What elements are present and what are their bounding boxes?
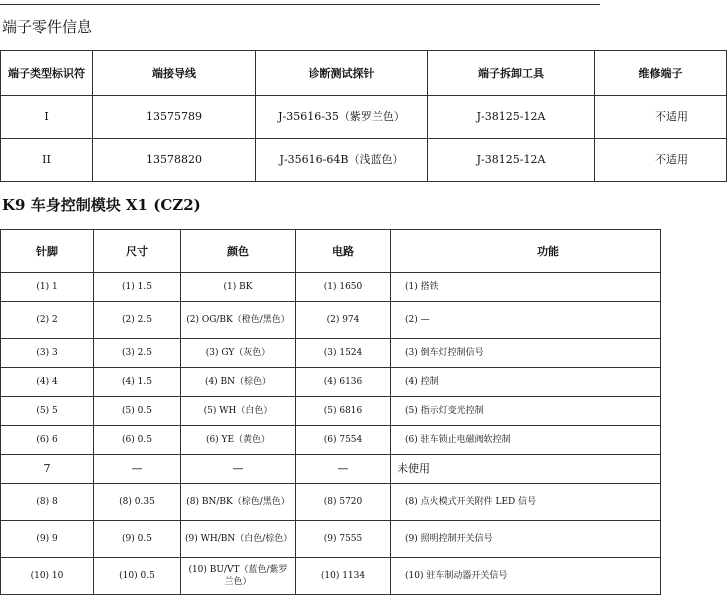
table-cell: (1) 1.5 — [94, 273, 181, 302]
table-cell: (1) 1 — [1, 273, 94, 302]
table-cell: J-38125-12A — [428, 96, 595, 139]
table-row — [1, 484, 661, 521]
table-cell: (8) 5720 — [296, 484, 391, 521]
table-cell: (3) 3 — [1, 339, 94, 368]
table-cell: (10) 0.5 — [94, 558, 181, 595]
table-cell: (5) 0.5 — [94, 397, 181, 426]
table-row — [1, 426, 661, 455]
table-header-row — [1, 230, 661, 273]
table-cell: (9) 照明控制开关信号 — [391, 521, 661, 558]
table-cell: (9) WH/BN（白色/棕色） — [181, 521, 296, 558]
table-cell: J-35616-64B（浅蓝色） — [256, 139, 428, 182]
table-cell: — — [296, 455, 391, 484]
table-cell: (8) 点火模式开关附件 LED 信号 — [391, 484, 661, 521]
table-cell: (3) GY（灰色） — [181, 339, 296, 368]
table-cell: (10) 1134 — [296, 558, 391, 595]
table-cell: 7 — [1, 455, 94, 484]
column-header: 诊断测试探针 — [256, 51, 428, 96]
table-row — [1, 368, 661, 397]
table-cell: (4) 1.5 — [94, 368, 181, 397]
table-cell: 不适用 — [595, 139, 727, 182]
table-cell: (2) 974 — [296, 302, 391, 339]
table-row — [1, 558, 661, 595]
table-row — [1, 455, 661, 484]
table-cell: (3) 1524 — [296, 339, 391, 368]
table-cell: (5) 5 — [1, 397, 94, 426]
table-cell: II — [1, 139, 93, 182]
column-header: 维修端子 — [595, 51, 727, 96]
table-cell: (6) 驻车锁止电磁阀软控制 — [391, 426, 661, 455]
table-cell: (9) 9 — [1, 521, 94, 558]
table-cell: (10) 驻车制动器开关信号 — [391, 558, 661, 595]
table-cell: 13575789 — [93, 96, 256, 139]
table-cell: (6) 7554 — [296, 426, 391, 455]
table-cell: (4) 6136 — [296, 368, 391, 397]
table-row — [1, 339, 661, 368]
table-cell: (2) — — [391, 302, 661, 339]
table-cell: (2) OG/BK（橙色/黑色） — [181, 302, 296, 339]
column-header: 颜色 — [181, 230, 296, 273]
table-cell: (9) 7555 — [296, 521, 391, 558]
column-header: 针脚 — [1, 230, 94, 273]
table-cell: (1) BK — [181, 273, 296, 302]
table-cell: (4) 4 — [1, 368, 94, 397]
column-header: 尺寸 — [94, 230, 181, 273]
table-row — [1, 397, 661, 426]
terminal-info-table — [0, 50, 727, 182]
table-cell: (5) 6816 — [296, 397, 391, 426]
table-cell: I — [1, 96, 93, 139]
column-header: 端接导线 — [93, 51, 256, 96]
table-cell: (4) 控制 — [391, 368, 661, 397]
table-cell: (4) BN（棕色） — [181, 368, 296, 397]
table-row — [1, 273, 661, 302]
table-cell: (10) BU/VT（蓝色/紫罗兰色） — [181, 558, 296, 595]
table-cell: (3) 2.5 — [94, 339, 181, 368]
table-cell: (2) 2.5 — [94, 302, 181, 339]
table-cell: (8) 0.35 — [94, 484, 181, 521]
table-cell: (2) 2 — [1, 302, 94, 339]
table-cell: (8) 8 — [1, 484, 94, 521]
table-cell: (1) 搭铁 — [391, 273, 661, 302]
table-cell: (6) YE（黄色） — [181, 426, 296, 455]
column-header: 端子类型标识符 — [1, 51, 93, 96]
column-header: 端子拆卸工具 — [428, 51, 595, 96]
table-cell: (10) 10 — [1, 558, 94, 595]
table-cell: 13578820 — [93, 139, 256, 182]
column-header: 电路 — [296, 230, 391, 273]
table-cell: (5) WH（白色） — [181, 397, 296, 426]
table-cell: — — [94, 455, 181, 484]
table-cell: — — [181, 455, 296, 484]
section-title-connector: K9 车身控制模块 X1 (CZ2) — [2, 196, 201, 214]
table-header-row — [1, 51, 727, 96]
connector-pinout-table — [0, 229, 661, 595]
table-row — [1, 302, 661, 339]
table-row — [1, 96, 727, 139]
section-title-terminal-info: 端子零件信息 — [2, 18, 93, 36]
table-cell: (3) 倒车灯控制信号 — [391, 339, 661, 368]
table-cell: J-38125-12A — [428, 139, 595, 182]
table-row — [1, 139, 727, 182]
table-cell: (1) 1650 — [296, 273, 391, 302]
table-cell: J-35616-35（紫罗兰色） — [256, 96, 428, 139]
table-cell: 不适用 — [595, 96, 727, 139]
table-cell: (8) BN/BK（棕色/黑色） — [181, 484, 296, 521]
top-rule — [0, 4, 600, 5]
table-row — [1, 521, 661, 558]
table-cell: (5) 指示灯变光控制 — [391, 397, 661, 426]
column-header: 功能 — [391, 230, 661, 273]
table-cell: (6) 6 — [1, 426, 94, 455]
table-cell: (6) 0.5 — [94, 426, 181, 455]
table-cell: 未使用 — [391, 455, 661, 484]
table-cell: (9) 0.5 — [94, 521, 181, 558]
